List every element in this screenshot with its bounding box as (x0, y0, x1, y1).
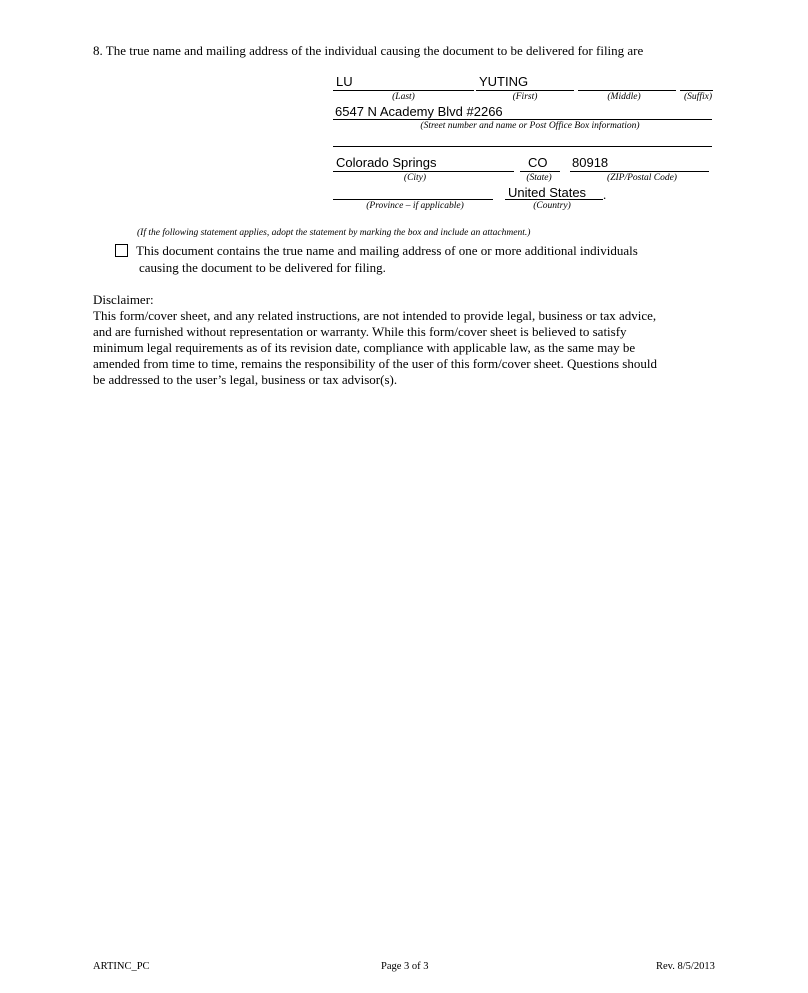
city-line (333, 171, 514, 172)
disclaimer-line: amended from time to time, remains the responsibility of the user of this form/cover sheet. Questions should (93, 356, 657, 371)
state-value[interactable]: CO (528, 155, 548, 170)
street2-line (333, 146, 712, 147)
country-period: . (603, 187, 607, 202)
disclaimer-line: This form/cover sheet, and any related instructions, are not intended to provide legal, business or tax advice, (93, 308, 657, 323)
disclaimer-line: and are furnished without representation or warranty. While this form/cover sheet is believed to satisfy (93, 324, 627, 339)
middle-name-caption: (Middle) (607, 92, 641, 102)
first-name-value[interactable]: YUTING (479, 74, 529, 89)
additional-individuals-checkbox[interactable] (115, 244, 128, 257)
country-value[interactable]: United States (508, 185, 587, 200)
last-name-caption: (Last) (392, 92, 415, 102)
first-name-line (476, 90, 574, 91)
province-line (333, 199, 493, 200)
footer-revision: Rev. 8/5/2013 (656, 961, 715, 972)
state-caption: (State) (526, 173, 552, 183)
street-caption: (Street number and name or Post Office Box information) (420, 121, 640, 131)
suffix-line (680, 90, 713, 91)
footer-page-number: Page 3 of 3 (381, 961, 429, 972)
question-8 (93, 43, 643, 59)
first-name-caption: (First) (512, 92, 538, 102)
attachment-instruction: (If the following statement applies, adopt the statement by marking the box and include an attachment.) (137, 228, 531, 238)
city-value[interactable]: Colorado Springs (336, 155, 437, 170)
country-line (505, 199, 603, 200)
disclaimer-line: minimum legal requirements as of its revision date, compliance with applicable law, as the same may be (93, 340, 636, 355)
question-number: 8. (93, 43, 103, 58)
footer-form-id: ARTINC_PC (93, 961, 150, 972)
state-line (520, 171, 560, 172)
question-text: The true name and mailing address of the individual causing the document to be delivered for filing are (105, 43, 644, 58)
additional-statement-line-2: causing the document to be delivered for filing. (139, 260, 386, 275)
country-caption: (Country) (533, 201, 571, 211)
last-name-value[interactable]: LU (336, 74, 353, 89)
disclaimer-text (93, 308, 657, 388)
disclaimer-heading: Disclaimer: (93, 292, 154, 307)
middle-name-line (578, 90, 676, 91)
street-line (333, 119, 712, 120)
suffix-caption: (Suffix) (684, 92, 712, 102)
zip-value[interactable]: 80918 (572, 155, 609, 170)
street-value[interactable]: 6547 N Academy Blvd #2266 (335, 104, 503, 119)
zip-line (570, 171, 709, 172)
province-caption: (Province – if applicable) (366, 201, 464, 211)
zip-caption: (ZIP/Postal Code) (607, 173, 677, 183)
city-caption: (City) (403, 173, 427, 183)
additional-statement-line-1: This document contains the true name and mailing address of one or more additional individuals (136, 243, 638, 258)
last-name-line (333, 90, 474, 91)
disclaimer-line: be addressed to the user’s legal, business or tax advisor(s). (93, 372, 398, 387)
